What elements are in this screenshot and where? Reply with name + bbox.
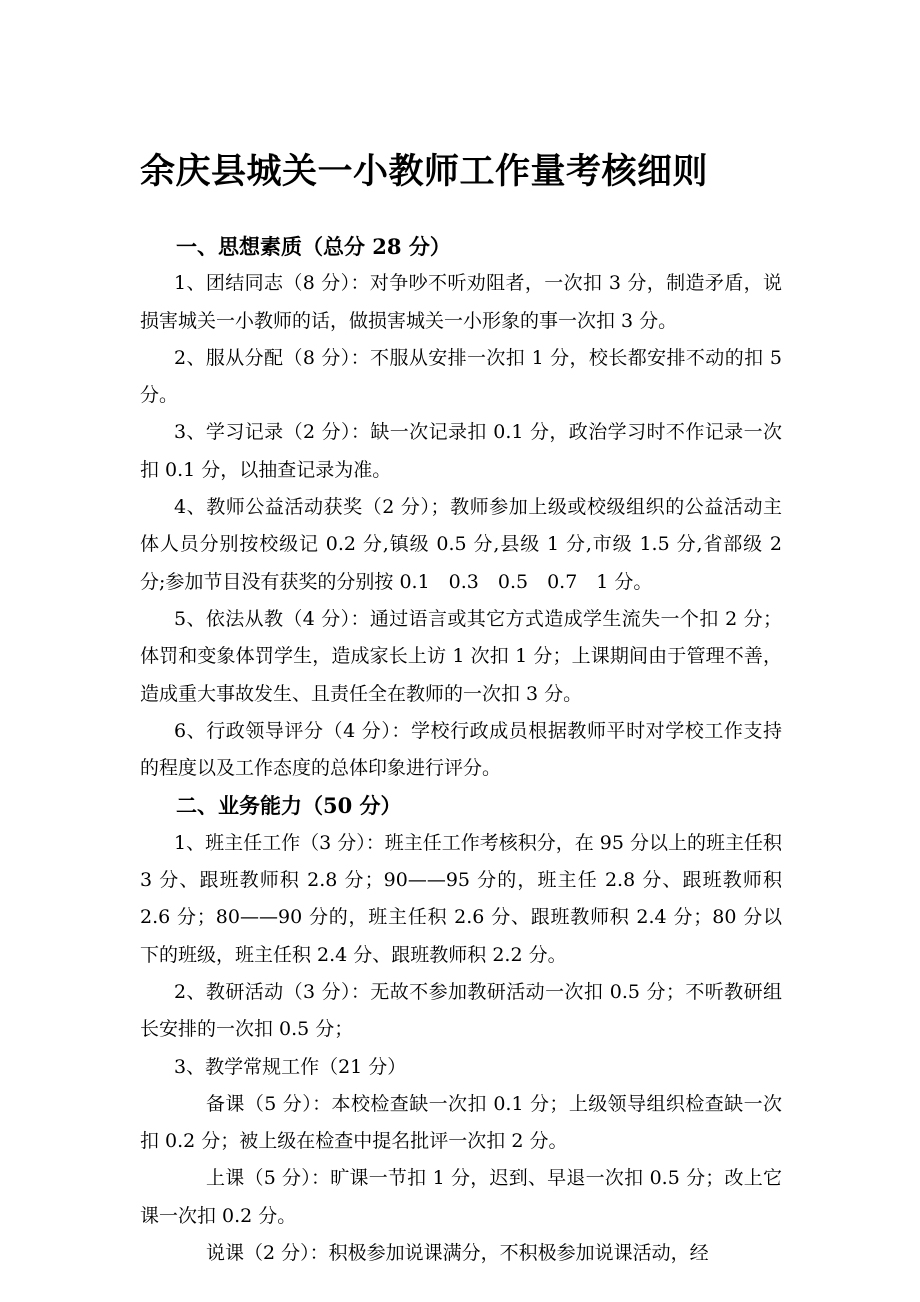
section-heading-2: 二、业务能力（50 分） bbox=[176, 793, 402, 819]
section-2-item-2: 2、教研活动（3 分）：无故不参加教研活动一次扣 0.5 分；不听教研组长安排的一次扣 0.5 分； bbox=[140, 980, 782, 1041]
section-1-item-4: 4、教师公益活动获奖（2 分）；教师参加上级或校级组织的公益活动主体人员分别按校级记 0.2 分,镇级 0.5 分,县级 1 分,市级 1.5 分,省部级 2 分;参加节目没有获奖的分别按 0.1 0.3 0.5 0.7 1 分。 bbox=[140, 496, 782, 593]
section-2-subitem-3: 说课（2 分）：积极参加说课满分，不积极参加说课活动，经 bbox=[206, 1242, 709, 1265]
section-2-item-3: 3、教学常规工作（21 分） bbox=[174, 1055, 407, 1078]
section-1-item-5: 5、依法从教（4 分）：通过语言或其它方式造成学生流失一个扣 2 分；体罚和变象体罚学生，造成家长上访 1 次扣 1 分；上课期间由于管理不善，造成重大事故发生、且责任全在教师的一次扣 3 分。 bbox=[140, 607, 782, 705]
section-heading-1: 一、思想素质（总分 28 分） bbox=[176, 234, 451, 259]
section-1-item-3: 3、学习记录（2 分）：缺一次记录扣 0.1 分，政治学习时不作记录一次扣 0.1 分，以抽查记录为准。 bbox=[140, 421, 782, 481]
document-body bbox=[140, 228, 782, 1272]
section-2-subitem-1: 备课（5 分）：本校检查缺一次扣 0.1 分；上级领导组织检查缺一次扣 0.2 分；被上级在检查中提名批评一次扣 2 分。 bbox=[140, 1092, 782, 1153]
section-1-item-6: 6、行政领导评分（4 分）：学校行政成员根据教师平时对学校工作支持的程度以及工作态度的总体印象进行评分。 bbox=[140, 719, 782, 780]
section-2-subitem-2: 上课（5 分）：旷课一节扣 1 分，迟到、早退一次扣 0.5 分；改上它课一次扣 0.2 分。 bbox=[140, 1167, 782, 1227]
section-2-item-1: 1、班主任工作（3 分）：班主任工作考核积分，在 95 分以上的班主任积 3 分、跟班教师积 2.8 分；90——95 分的，班主任 2.8 分、跟班教师积 2.6 分；80——90 分的，班主任积 2.6 分、跟班教师积 2.4 分；80 分以下的班级，班主任积 2.4 分、跟班教师积 2.2 分。 bbox=[140, 831, 782, 966]
section-1-item-2: 2、服从分配（8 分）：不服从安排一次扣 1 分，校长都安排不动的扣 5 分。 bbox=[140, 346, 782, 407]
section-1-item-1: 1、团结同志（8 分）：对争吵不听劝阻者，一次扣 3 分，制造矛盾，说损害城关一小教师的话，做损害城关一小形象的事一次扣 3 分。 bbox=[140, 272, 782, 332]
page-title: 余庆县城关一小教师工作量考核细则 bbox=[140, 151, 709, 192]
